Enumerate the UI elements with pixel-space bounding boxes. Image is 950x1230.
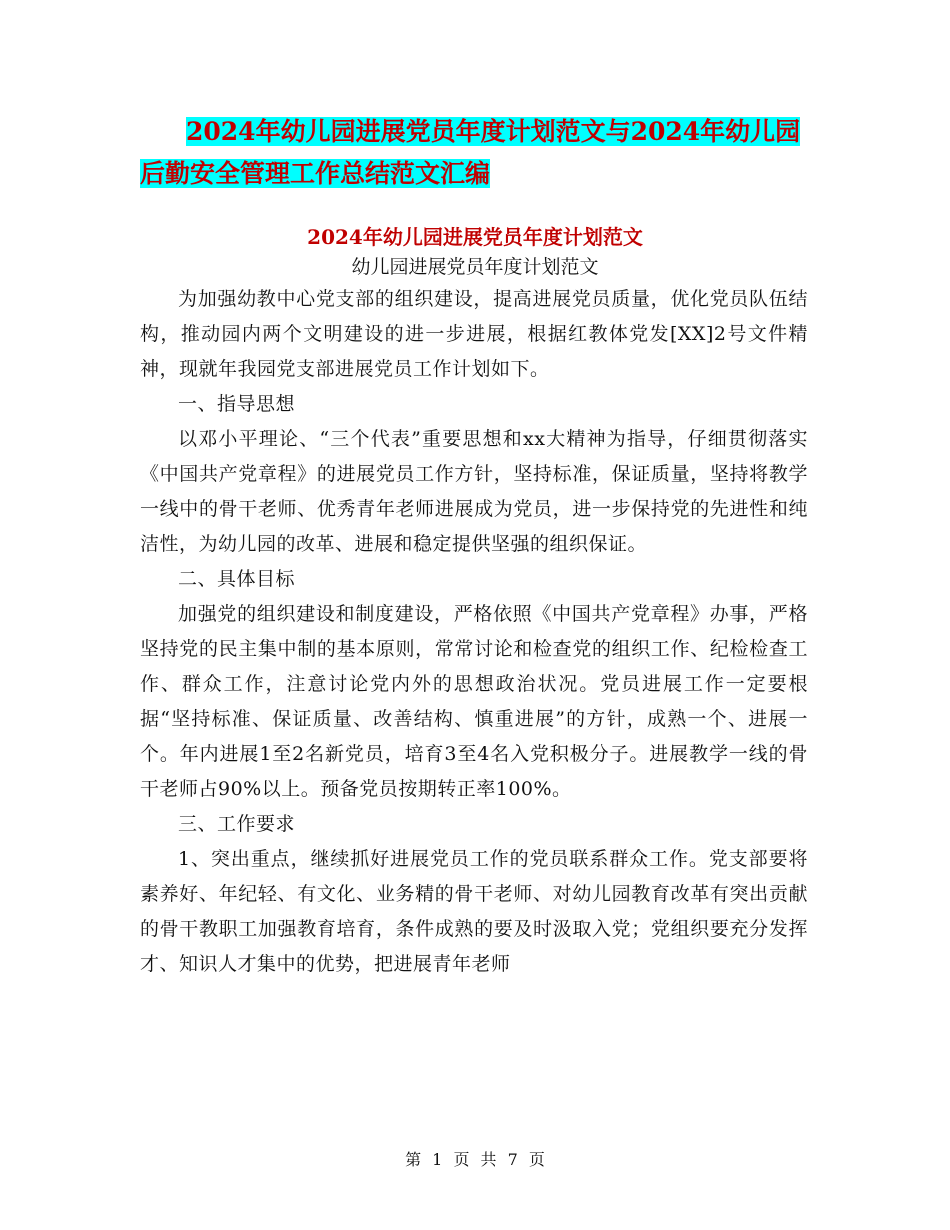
document-body <box>140 282 808 982</box>
heading-guiding-ideology: 一、指导思想 <box>178 393 296 415</box>
document-title-line-2 <box>140 156 840 192</box>
paragraph-intro: 为加强幼教中心党支部的组织建设，提高进展党员质量，优化党员队伍结构，推动园内两个文明建设的进一步进展，根据红教体党发[XX]2号文件精神，现就年我园党支部进展党员工作计划如下。 <box>140 288 808 380</box>
section-title: 2024年幼儿园进展党员年度计划范文 <box>307 225 643 249</box>
heading-work-requirements: 三、工作要求 <box>178 813 296 835</box>
heading-specific-goals: 二、具体目标 <box>178 568 296 590</box>
title-highlight: 2024年幼儿园进展党员年度计划范文与2024年幼儿园 <box>186 117 801 146</box>
document-title-line-1 <box>186 114 886 150</box>
paragraph-guiding-ideology: 以邓小平理论、“三个代表”重要思想和xx大精神为指导，仔细贯彻落实《中国共产党章程》的进展党员工作方针，坚持标准，保证质量，坚持将教学一线中的骨干老师、优秀青年老师进展成为党员，进一步保持党的先进性和纯洁性，为幼儿园的改革、进展和稳定提供坚强的组织保证。 <box>140 428 808 555</box>
title-highlight: 后勤安全管理工作总结范文汇编 <box>140 159 491 188</box>
paragraph-specific-goals: 加强党的组织建设和制度建设，严格依照《中国共产党章程》办事，严格坚持党的民主集中制的基本原则，常常讨论和检查党的组织工作、纪检检查工作、群众工作，注意讨论党内外的思想政治状况。党员进展工作一定要根据“坚持标准、保证质量、改善结构、慎重进展”的方针，成熟一个、进展一个。年内进展1至2名新党员，培育3至4名入党积极分子。进展教学一线的骨干老师占90%以上。预备党员按期转正率100%。 <box>140 603 808 800</box>
section-subtitle: 幼儿园进展党员年度计划范文 <box>351 256 599 278</box>
paragraph-work-requirements: 1、突出重点，继续抓好进展党员工作的党员联系群众工作。党支部要将素养好、年纪轻、有文化、业务精的骨干老师、对幼儿园教育改革有突出贡献的骨干教职工加强教育培育，条件成熟的要及时汲取入党；党组织要充分发挥才、知识人才集中的优势，把进展青年老师 <box>140 848 808 975</box>
page-footer: 第 1 页 共 7 页 <box>405 1150 545 1169</box>
